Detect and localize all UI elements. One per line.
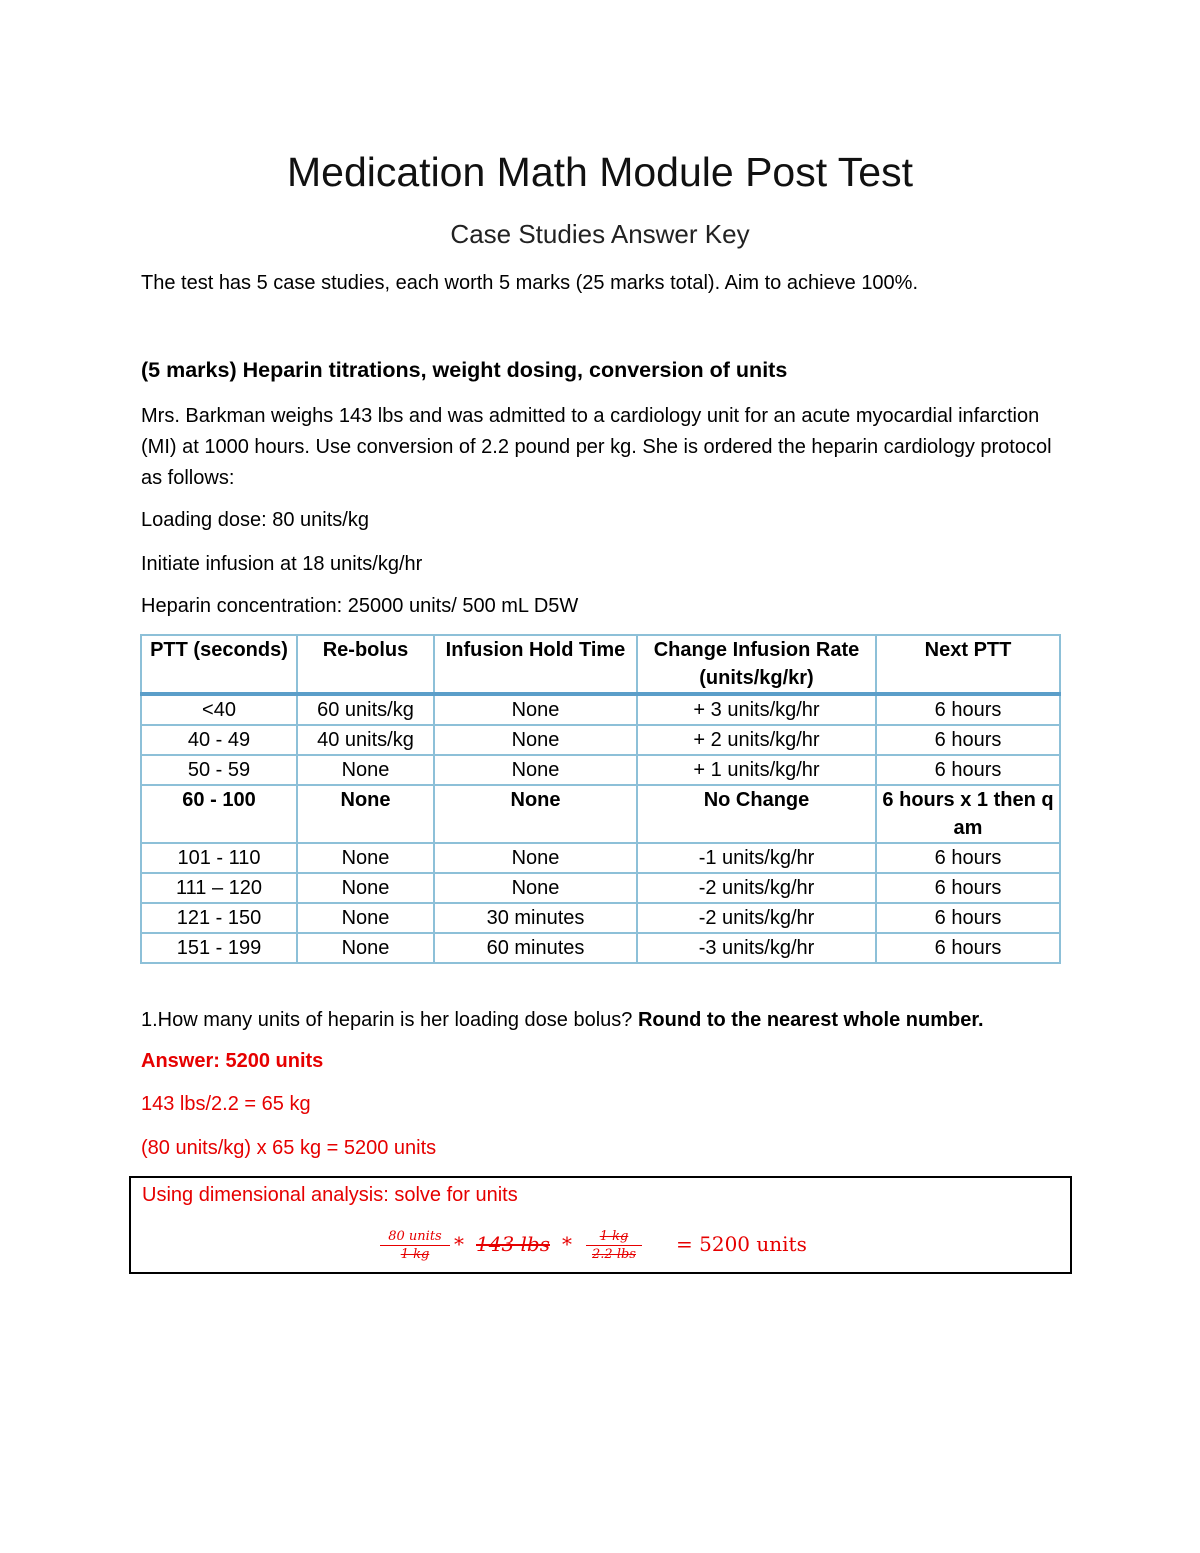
- table-cell: 111 – 120: [141, 873, 297, 903]
- table-cell: 121 - 150: [141, 903, 297, 933]
- table-header-row: [141, 635, 1060, 694]
- intro-text: The test has 5 case studies, each worth 5 marks (25 marks total). Aim to achieve 100%.: [141, 272, 919, 294]
- initiate-infusion-text: Initiate infusion at 18 units/kg/hr: [141, 553, 423, 575]
- dimensional-analysis-equation: [0, 1222, 1200, 1272]
- table-cell: None: [297, 873, 434, 903]
- table-cell: 151 - 199: [141, 933, 297, 963]
- header-change-rate: Change Infusion Rate (units/kg/kr): [637, 635, 876, 694]
- calculation-step-2: (80 units/kg) x 65 kg = 5200 units: [141, 1137, 437, 1159]
- table-cell: None: [297, 903, 434, 933]
- header-ptt: PTT (seconds): [141, 635, 297, 694]
- result-term: = 5200 units: [676, 1232, 807, 1256]
- multiply-sign: *: [454, 1232, 464, 1256]
- section-heading: (5 marks) Heparin titrations, weight dosing, conversion of units: [141, 358, 788, 382]
- table-cell: 6 hours: [876, 903, 1060, 933]
- table-cell: 60 units/kg: [297, 694, 434, 725]
- header-rebolus: Re-bolus: [297, 635, 434, 694]
- case-description: Mrs. Barkman weighs 143 lbs and was admitted to a cardiology unit for an acute myocardial infarction (MI) at 1000 hours. Use conversion of 2.2 pound per kg. She is ordered the heparin cardiology protocol as follows:: [141, 405, 1052, 489]
- table-cell: -1 units/kg/hr: [637, 843, 876, 873]
- table-cell: None: [434, 873, 637, 903]
- table-row: [141, 694, 1060, 725]
- table-cell: <40: [141, 694, 297, 725]
- table-cell: 40 units/kg: [297, 725, 434, 755]
- header-hold-time: Infusion Hold Time: [434, 635, 637, 694]
- table-cell: 50 - 59: [141, 755, 297, 785]
- table-row: [141, 755, 1060, 785]
- table-row: [141, 843, 1060, 873]
- table-cell: 30 minutes: [434, 903, 637, 933]
- question-1: [141, 1005, 984, 1036]
- dimensional-analysis-label: Using dimensional analysis: solve for units: [142, 1184, 518, 1206]
- table-cell: None: [297, 933, 434, 963]
- table-cell: + 2 units/kg/hr: [637, 725, 876, 755]
- loading-dose-text: Loading dose: 80 units/kg: [141, 509, 369, 531]
- table-cell: 60 - 100: [141, 785, 297, 843]
- table-cell: + 3 units/kg/hr: [637, 694, 876, 725]
- weight-term: 143 lbs: [476, 1232, 550, 1256]
- table-cell: 6 hours x 1 then q am: [876, 785, 1060, 843]
- fraction-units-per-kg: [380, 1228, 450, 1263]
- question-1-emphasis: Round to the nearest whole number.: [637, 1009, 984, 1031]
- calculation-step-1: 143 lbs/2.2 = 65 kg: [141, 1093, 311, 1115]
- table-cell: -3 units/kg/hr: [637, 933, 876, 963]
- page-title: Medication Math Module Post Test: [287, 149, 913, 195]
- multiply-sign: *: [562, 1232, 572, 1256]
- table-cell: + 1 units/kg/hr: [637, 755, 876, 785]
- header-next-ptt: Next PTT: [876, 635, 1060, 694]
- fraction-numerator: 80 units: [380, 1228, 450, 1246]
- fraction-denominator: 1 kg: [400, 1247, 430, 1262]
- table-row: [141, 933, 1060, 963]
- table-cell: 40 - 49: [141, 725, 297, 755]
- table-cell: None: [434, 785, 637, 843]
- table-cell: None: [434, 755, 637, 785]
- table-cell: 6 hours: [876, 843, 1060, 873]
- table-cell: 6 hours: [876, 755, 1060, 785]
- table-cell: 6 hours: [876, 933, 1060, 963]
- table-cell: No Change: [637, 785, 876, 843]
- table-cell: None: [434, 843, 637, 873]
- table-cell: 6 hours: [876, 873, 1060, 903]
- table-cell: -2 units/kg/hr: [637, 873, 876, 903]
- fraction-numerator: 1 kg: [586, 1228, 642, 1246]
- table-cell: None: [434, 694, 637, 725]
- question-1-text: 1.How many units of heparin is her loading dose bolus?: [141, 1009, 638, 1031]
- table-cell: -2 units/kg/hr: [637, 903, 876, 933]
- table-cell: 6 hours: [876, 694, 1060, 725]
- table-cell: None: [297, 755, 434, 785]
- table-cell: None: [434, 725, 637, 755]
- table-row: [141, 785, 1060, 843]
- table-row: [141, 873, 1060, 903]
- table-cell: None: [297, 785, 434, 843]
- page-subtitle: Case Studies Answer Key: [450, 219, 750, 249]
- table-row: [141, 903, 1060, 933]
- answer-text: Answer: 5200 units: [141, 1050, 324, 1072]
- concentration-text: Heparin concentration: 25000 units/ 500 mL D5W: [141, 595, 579, 617]
- table-cell: 60 minutes: [434, 933, 637, 963]
- table-cell: None: [297, 843, 434, 873]
- fraction-denominator: 2.2 lbs: [592, 1247, 636, 1262]
- table-cell: 101 - 110: [141, 843, 297, 873]
- table-row: [141, 725, 1060, 755]
- fraction-kg-per-lbs: [586, 1228, 642, 1263]
- heparin-protocol-table: [140, 634, 1061, 964]
- table-cell: 6 hours: [876, 725, 1060, 755]
